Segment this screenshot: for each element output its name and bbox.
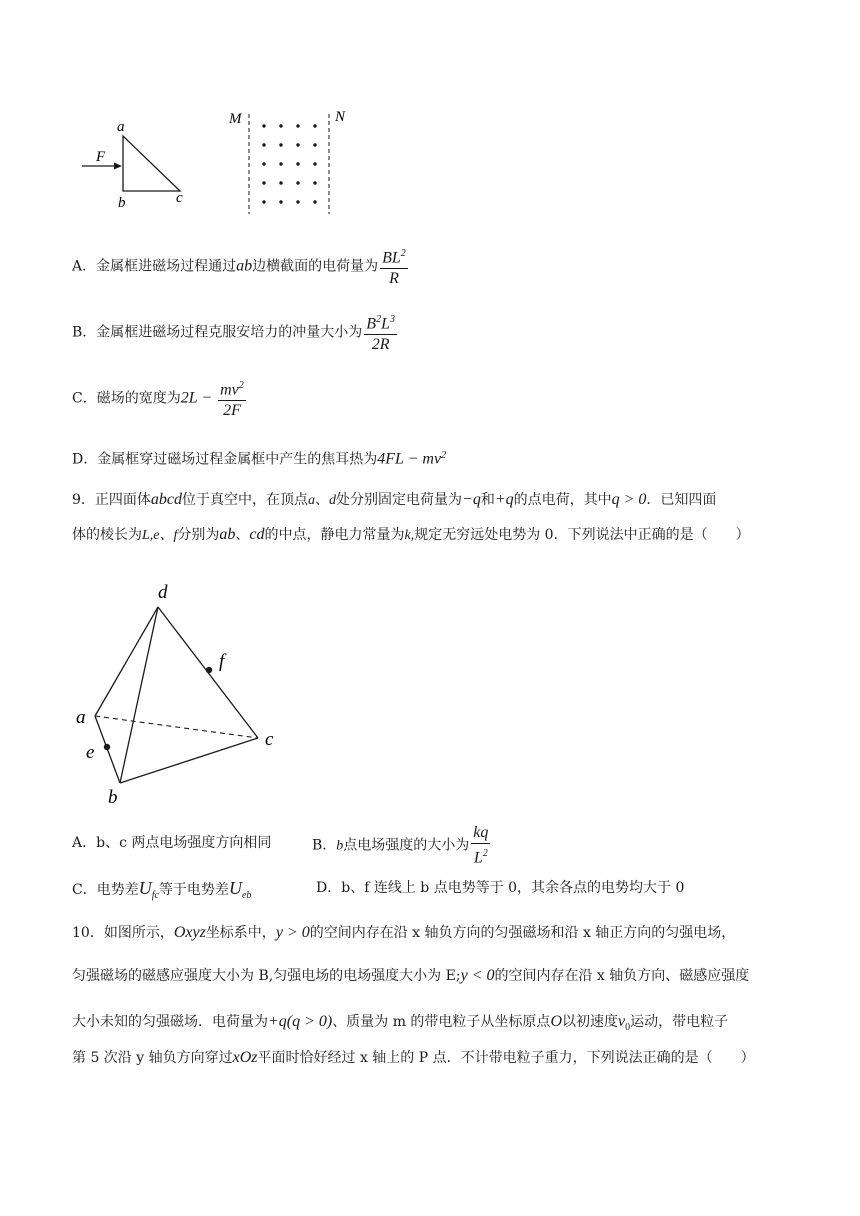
figure-tetrahedron [70,575,290,810]
sub-fc: fc [151,889,159,901]
q9-option-B [312,823,492,868]
var-O: O [550,1013,562,1030]
q9-option-D [316,878,684,898]
var-abcd: abcd [150,491,183,508]
option-label: D． [316,880,342,896]
label-d: d [158,582,168,603]
text: 规定无穷远处电势为 0．下列说法中正确的是（ ） [414,527,750,543]
expr-pre: 2L − [180,389,217,407]
text: 坐标系中， [205,925,276,941]
frac-num-B-exp: 2 [376,314,382,325]
frac-num: mv [220,381,239,399]
triangle-frame [123,136,180,191]
option-text: b、c 两点电场强度方向相同 [96,835,272,851]
option-text-2: 等于电势差 [158,882,229,898]
frac-num: BL [382,249,401,267]
expr-exp: 2 [441,450,447,461]
text: ．已知四面 [646,492,717,508]
var-ab: ab [236,257,253,275]
label-N: N [335,109,346,125]
option-label: C． [72,390,97,407]
expr: 4FL − mv [377,450,442,468]
text: 的空间内存在沿 x 轴负方向、磁感应强度 [494,968,750,984]
point-e [104,744,110,750]
frac-den-exp: 2 [482,848,488,859]
frac-den: L [473,849,483,867]
text: 、 [235,527,250,543]
label-f: f [219,651,225,672]
edge-bc [120,738,258,783]
fraction-B2L3-over-2R [364,310,397,355]
option-text: 磁场的宽度为 [96,390,181,407]
var-v: v [618,1013,626,1030]
text: 10．如图所示， [72,925,174,941]
text: 和 [480,492,495,508]
label-M: M [229,111,242,127]
label-a: a [117,119,125,135]
q10-stem-line-1 [72,923,735,943]
q10-stem-line-4 [72,1048,755,1068]
label-b: b [118,195,126,211]
q9-stem-line-1 [72,490,716,511]
option-text-2: 边横截面的电荷量为 [252,258,379,275]
frac-den: 2F [223,402,241,420]
var-b: b [336,838,344,854]
text: 的空间内存在沿 x 轴负方向的匀强磁场和沿 x 轴正方向的匀强电场， [309,925,736,941]
text: 位于真空中，在顶点 [182,492,309,508]
text: 分别为 [177,527,220,543]
frac-den: 2R [371,336,390,354]
label-e: e [86,742,95,763]
text: 的点电荷，其中 [513,492,612,508]
q9-option-A [72,833,271,853]
option-text: 金属框进磁场过程克服安培力的冲量大小为 [96,324,363,341]
text: 体的棱长为 [72,527,142,543]
text: 9．正四面体 [72,492,151,508]
edge-da [95,607,158,716]
option-text: b、f 连线上 b 点电势等于 0，其余各点的电势均大于 0 [341,880,685,896]
text: 处分别固定电荷量为 [336,492,463,508]
option-label: D． [72,451,98,468]
frac-den: R [389,270,399,288]
fraction-mv2-over-2F [218,376,246,421]
q8-option-D [72,446,446,470]
var-k: k, [404,528,415,543]
charge-pos-q: +q [494,491,514,508]
label-c: c [265,729,274,750]
q8-option-A [72,244,410,289]
var-Oxyz: Oxyz [173,924,206,941]
sub-0: 0 [625,1021,631,1033]
charge-neg-q: −q [462,491,481,508]
text: 以初速度 [562,1014,618,1030]
option-label: C． [72,882,97,898]
var-a: a [308,493,316,508]
var-U: U [228,878,242,898]
var-U: U [138,878,152,898]
text: 运动，带电粒子 [630,1014,729,1030]
force-arrowhead [114,163,122,170]
figure-frame-and-field [70,100,370,220]
q-positive: q > 0 [611,491,647,508]
q10-stem-line-2 [72,966,749,986]
frac-num-exp: 2 [238,380,244,391]
frac-num-exp: 2 [400,248,406,259]
edge-db [120,607,158,783]
magnetic-field-dots [262,124,316,203]
var-xOz: xOz [232,1049,258,1066]
vars-L-e-f: L,e、f [142,528,178,543]
text: 、质量为 m 的带电粒子从坐标原点 [332,1014,551,1030]
option-text: 电势差 [96,882,139,898]
label-a: a [76,707,86,728]
frac-num: kq [471,823,490,844]
fraction-kq-over-L2 [471,823,490,868]
text: 、 [315,492,330,508]
frac-num-L-exp: 3 [389,314,395,325]
option-label: A． [72,835,97,851]
text: 平面时恰好经过 x 轴上的 P 点．不计带电粒子重力，下列说法正确的是（ ） [257,1050,755,1066]
q8-option-C [72,376,248,421]
option-text: 点电场强度的大小为 [343,837,470,854]
label-b: b [108,787,118,808]
option-label: B． [72,324,97,341]
var-d: d [329,493,337,508]
fraction-BL2-over-R [380,244,408,289]
q9-stem-line-2 [72,525,750,546]
text: 第 5 次沿 y 轴负方向穿过 [72,1050,233,1066]
point-f [206,667,212,673]
text: 匀强磁场的磁感应强度大小为 B,匀强电场的电场强度大小为 E; [72,968,461,984]
cond-y-negative: y < 0 [460,967,495,984]
option-label: B． [312,837,337,854]
q9-option-C [72,878,251,906]
q10-stem-line-3 [72,1012,728,1038]
var-ab: ab [219,526,236,543]
frac-num-B: B [366,315,377,333]
option-text: 金属框穿过磁场过程金属框中产生的焦耳热为 [97,451,378,468]
cond-y-positive: y > 0 [275,924,310,941]
q8-option-B [72,310,399,355]
var-cd: cd [249,526,265,543]
frac-num-L: L [381,315,390,333]
charge-expr: +q(q > 0) [268,1013,333,1030]
option-label: A． [72,258,97,275]
edge-ac-hidden [95,716,258,738]
text: 的中点，静电力常量为 [264,527,405,543]
label-c: c [176,190,183,206]
option-text: 金属框进磁场过程通过 [96,258,237,275]
label-F: F [96,149,106,165]
text: 大小未知的匀强磁场．电荷量为 [72,1014,268,1030]
sub-eb: eb [241,889,252,901]
